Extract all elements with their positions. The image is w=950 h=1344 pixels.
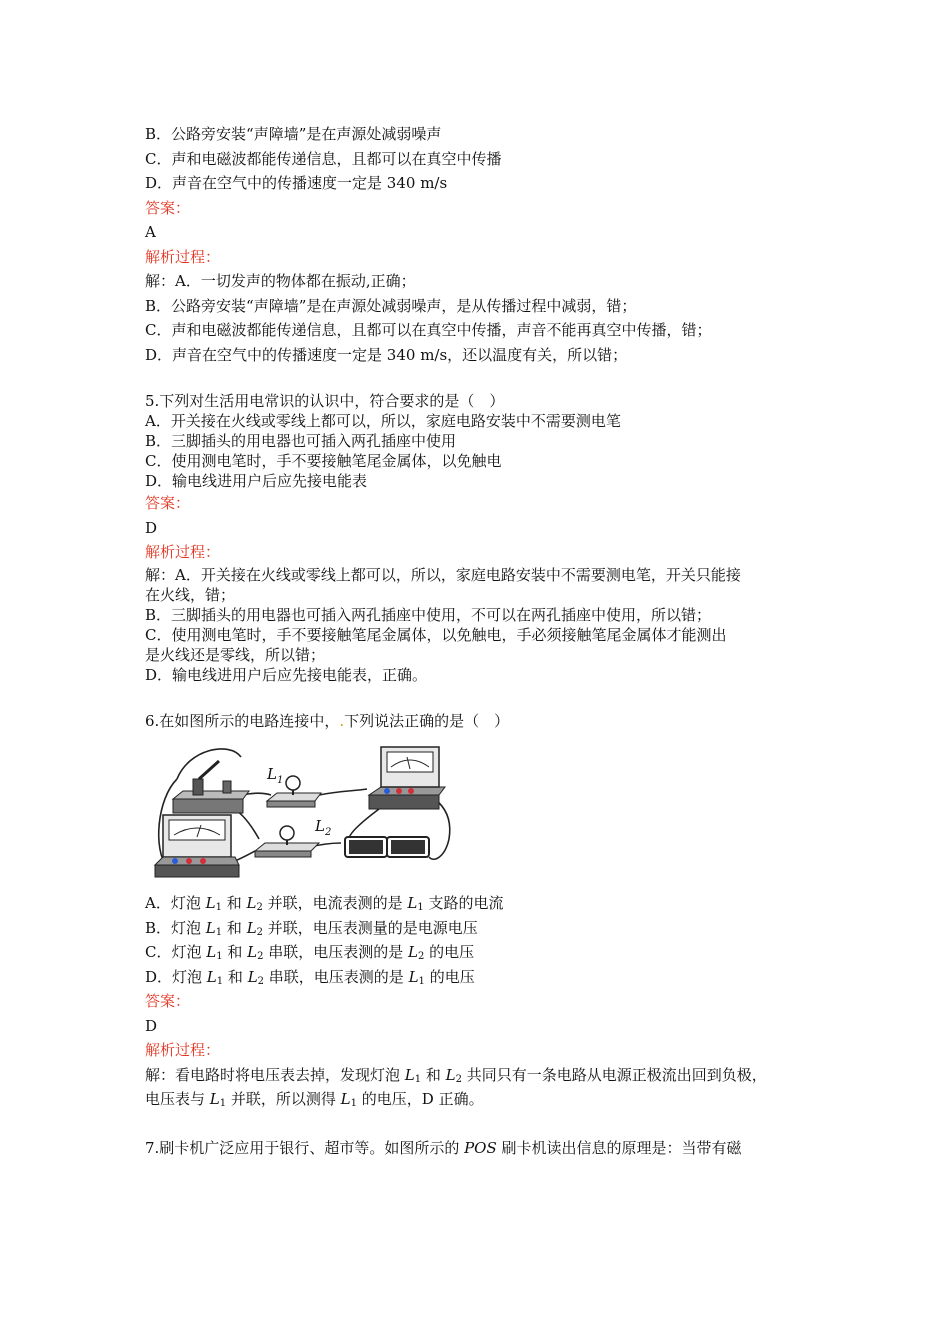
q6-analysis-line: 电压表与 $L_1$ 并联，所以测得 $L_1$ 的电压，D 正确。 [145,1090,484,1109]
q5-stem: 5.下列对生活用电常识的认识中，符合要求的是（ ） [145,392,505,410]
q5-answer: D [145,518,158,537]
q7-stem: 7.刷卡机广泛应用于银行、超市等。如图所示的 POS 刷卡机读出信息的原理是：当带有磁 [145,1138,742,1157]
q5-option-a: A．开关接在火线或零线上都可以，所以，家庭电路安装中不需要测电笔 [145,412,621,430]
q4-option-b: B．公路旁安装“声障墙”是在声源处减弱噪声 [145,125,442,143]
q5-analysis-line: C．使用测电笔时，手不要接触笔尾金属体，以免触电，手必须接触笔尾金属体才能测出 [145,625,727,644]
q6-answer-label: 答案： [145,992,191,1010]
q6-option-c: C．灯泡 $L_1$ 和 $L_2$ 串联，电压表测的是 $L_2$ 的电压 [145,943,475,962]
q5-analysis-line: D．输电线进用户后应先接电能表，正确。 [145,665,428,684]
q5-option-c: C．使用测电笔时，手不要接触笔尾金属体，以免触电 [145,452,502,470]
q4-analysis-line: D．声音在空气中的传播速度一定是 340 m/s，还以温度有关，所以错； [145,345,628,364]
q4-analysis-line: C．声和电磁波都能传递信息，且都可以在真空中传播，声音不能再真空中传播，错； [145,321,712,339]
lamp-l2-icon [255,826,319,857]
lamp-l2-label: $L_2$ [315,817,332,838]
q6-option-b: B．灯泡 $L_1$ 和 $L_2$ 并联，电压表测量的是电源电压 [145,918,478,938]
q5-option-d: D．输电线进用户后应先接电能表 [145,472,368,490]
q4-answer: A [145,223,156,241]
q5-analysis-label: 解析过程： [145,543,221,561]
q5-analysis-line: 解：A．开关接在火线或零线上都可以，所以，家庭电路安装中不需要测电笔，开关只能接 [145,565,741,584]
q4-answer-label: 答案： [145,198,191,217]
q4-option-c: C．声和电磁波都能传递信息，且都可以在真空中传播 [145,149,502,168]
q5-option-b: B．三脚插头的用电器也可插入两孔插座中使用 [145,432,457,450]
q6-analysis-label: 解析过程： [145,1041,221,1059]
q6-option-a: A．灯泡 $L_1$ 和 $L_2$ 并联，电流表测的是 $L_1$ 支路的电流 [145,894,504,913]
voltmeter-icon [155,815,239,877]
q6-answer: D [145,1016,158,1035]
q4-analysis-line: 解：A．一切发声的物体都在振动,正确； [145,272,416,290]
q5-analysis-line: 是火线还是零线，所以错； [145,645,326,664]
q4-analysis-line: B．公路旁安装“声障墙”是在声源处减弱噪声，是从传播过程中减弱，错； [145,296,637,315]
q5-analysis-line: 在火线，错； [145,585,236,604]
q6-analysis-line: 解：看电路时将电压表去掉，发现灯泡 $L_1$ 和 $L_2$ 共同只有一条电路从电源正极流出回到负极， [145,1065,767,1085]
q4-option-d: D．声音在空气中的传播速度一定是 340 m/s [145,174,448,192]
q4-analysis-label: 解析过程： [145,247,221,266]
stray-dot: . [339,711,345,730]
lamp-l1-label: $L_1$ [267,765,284,786]
q5-analysis-line: B．三脚插头的用电器也可插入两孔插座中使用，不可以在两孔插座中使用，所以错； [145,605,712,624]
battery-icon [345,837,429,857]
switch-icon [173,761,249,813]
q6-option-d: D．灯泡 $L_1$ 和 $L_2$ 串联，电压表测的是 $L_1$ 的电压 [145,967,475,987]
q6-stem: 6.在如图所示的电路连接中，.下列说法正确的是（ ） [145,711,510,730]
ammeter-icon [369,747,445,809]
circuit-figure [149,739,461,881]
document-page [145,122,825,1160]
q5-answer-label: 答案： [145,494,191,512]
